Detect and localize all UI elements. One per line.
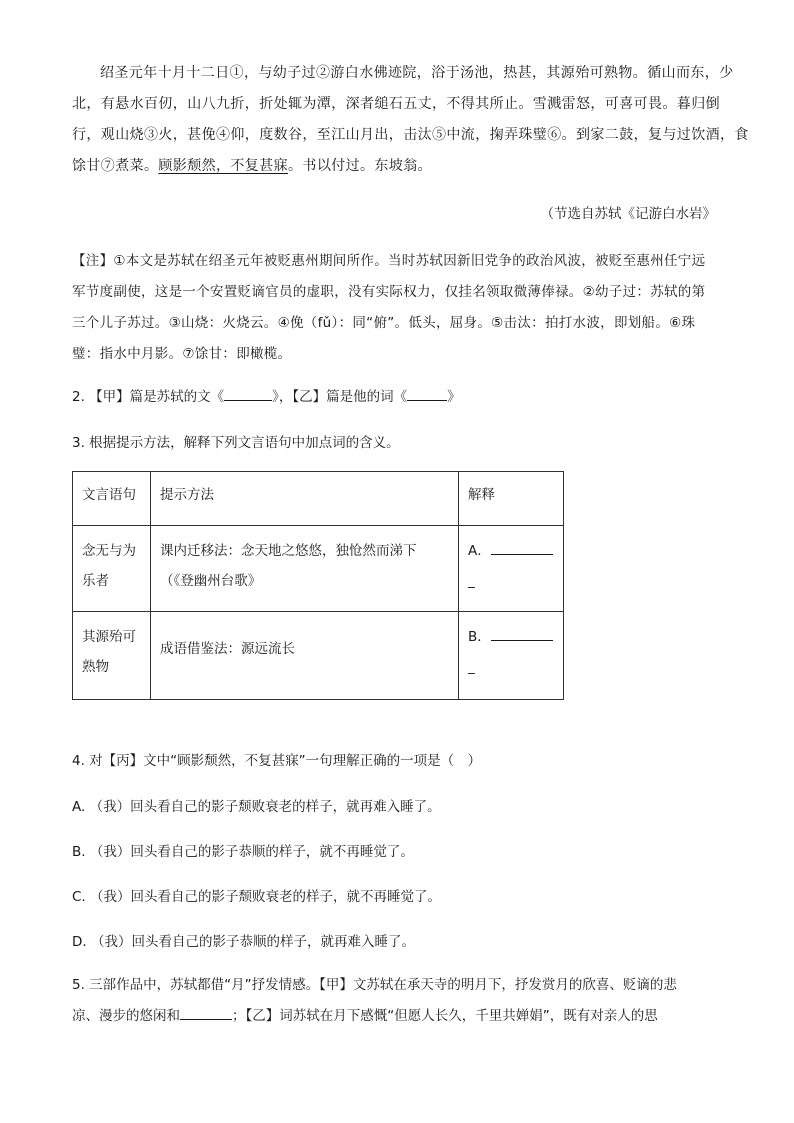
answer-cell [459, 612, 563, 688]
table-row [73, 612, 564, 700]
phrase-cell [73, 526, 150, 602]
method-line: 成语借鉴法：源远流长 [160, 641, 295, 657]
passage-text: 。书以付过。东坡翁。 [288, 158, 433, 174]
passage-line: 北，有悬水百仞，山八九折，折处辄为潭，深者缒石五丈，不得其所止。雪溅雷怒，可喜可畏。暮归倒 [72, 96, 720, 112]
question-text: 凉、漫步的悠闲和 [72, 1008, 180, 1024]
answer-blank[interactable] [224, 386, 272, 401]
option-a[interactable]: A. （我）回头看自己的影子颓败衰老的样子，就再难入睡了。 [72, 799, 441, 815]
passage-line [72, 151, 732, 182]
question-text: 》，【乙】篇是他的词《 [272, 389, 408, 405]
question-3: 3. 根据提示方法，解释下列文言语句中加点词的含义。 [72, 435, 400, 451]
header-answer: 解释 [468, 487, 495, 503]
table-header-row [73, 472, 564, 526]
answer-blank[interactable] [180, 1005, 232, 1020]
header-phrase: 文言语句 [82, 487, 136, 503]
passage-line: 绍圣元年十月十二日①，与幼子过②游白水佛迹院，浴于汤池，热甚，其源殆可熟物。循山而东，少 [100, 65, 734, 81]
question-line: 5. 三部作品中，苏轼都借“月”抒发情感。【甲】文苏轼在承天寺的明月下，抒发赏月的欣喜、贬谪的悲 [72, 977, 677, 993]
phrase-cell [73, 612, 150, 688]
phrase-line: 乐者 [82, 573, 109, 589]
answer-label: A． [468, 543, 491, 559]
passage-line: 行，观山烧③火，甚俛④仰，度数谷，至江山月出，击汰⑤中流，掬弄珠璧⑥。到家二鼓，复与过饮酒，食 [72, 127, 749, 143]
answer-cell [459, 526, 563, 602]
underlined-phrase: 顾影颓然，不复甚寐 [158, 158, 289, 174]
answer-line [468, 536, 555, 566]
phrase-line: 其源殆可 [82, 629, 136, 645]
method-line: （《登幽州台歌》 [160, 573, 262, 589]
classical-passage [72, 58, 749, 182]
option-d[interactable]: D. （我）回头看自己的影子恭顺的样子，就再难入睡了。 [72, 934, 415, 950]
question-4-stem: 4. 对【丙】文中“顾影颓然，不复甚寐”一句理解正确的一项是（ ） [72, 753, 482, 769]
answer-label: B． [468, 629, 491, 645]
note-line: 军节度副使，这是一个安置贬谪官员的虚职，没有实际权力，仅挂名领取微薄俸禄。②幼子过：苏轼的第 [72, 284, 706, 300]
method-cell [151, 526, 458, 602]
question-5 [72, 970, 732, 1032]
answer-line [468, 622, 555, 652]
answer-blank[interactable] [491, 540, 553, 555]
answer-blank[interactable] [407, 386, 447, 401]
note-line: 【注】①本文是苏轼在绍圣元年被贬惠州期间所作。当时苏轼因新旧党争的政治风波，被贬至惠州任宁远 [72, 253, 706, 269]
note-line: 璧：指水中月影。⑦馀甘：即橄榄。 [72, 346, 292, 362]
explanation-table [72, 471, 564, 700]
answer-blank[interactable] [491, 626, 553, 641]
annotation-note [72, 246, 732, 370]
source-citation: （节选自苏轼《记游白水岩》 [540, 206, 716, 222]
phrase-line: 念无与为 [82, 543, 136, 559]
passage-text: 馀甘⑦煮菜。 [72, 158, 159, 174]
option-c[interactable]: C. （我）回头看自己的影子颓败衰老的样子，就不再睡觉了。 [72, 889, 442, 905]
method-cell [151, 612, 458, 670]
method-line: 课内迁移法：念天地之悠悠，独怆然而涕下 [160, 543, 417, 559]
phrase-line: 熟物 [82, 659, 109, 675]
table-row [73, 526, 564, 612]
answer-tail: _ [468, 659, 475, 675]
option-b[interactable]: B. （我）回头看自己的影子恭顺的样子，就不再睡觉了。 [72, 844, 414, 860]
question-line [72, 1001, 732, 1032]
question-text: 》 [447, 389, 461, 405]
question-text: ；【乙】词苏轼在月下感慨“但愿人长久，千里共婵娟”，既有对亲人的思 [232, 1008, 658, 1024]
answer-tail: _ [468, 573, 475, 589]
question-text: 2. 【甲】篇是苏轼的文《 [72, 389, 225, 405]
question-2 [72, 386, 461, 408]
note-line: 三个儿子苏过。③山烧：火烧云。④俛（fǔ）：同“俯”。低头，屈身。⑤击汰：拍打水波，即划船。⑥珠 [72, 315, 696, 331]
header-method: 提示方法 [160, 487, 214, 503]
